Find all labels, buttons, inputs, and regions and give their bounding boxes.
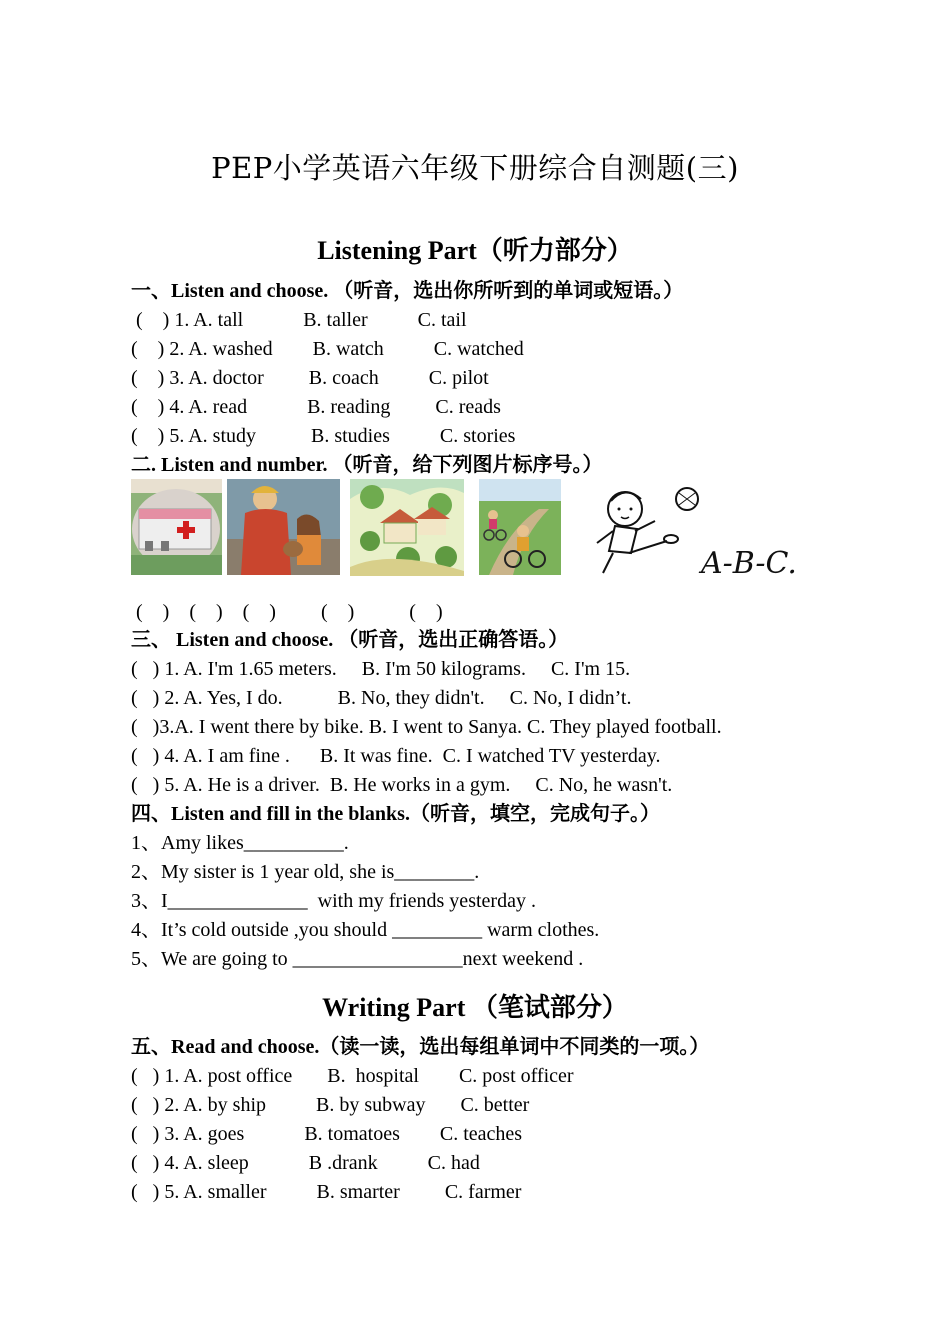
cycling-picture xyxy=(479,479,561,575)
section-2-header: 二. Listen and number. （听音，给下列图片标序号。） xyxy=(131,454,603,476)
listening-part-title: Listening Part（听力部分） xyxy=(317,236,633,265)
question-item: ( ) 1. A. post office B. hospital C. post officer xyxy=(131,1065,574,1087)
question-item: ( ) 3. A. goes B. tomatoes C. teaches xyxy=(131,1123,523,1145)
section-4-header: 四、Listen and fill in the blanks.（听音，填空，完成句子。） xyxy=(131,803,660,825)
question-item: ( ) 2. A. washed B. watch C. watched xyxy=(131,338,524,360)
question-item: ( ) 3. A. doctor B. coach C. pilot xyxy=(131,367,489,389)
football-picture xyxy=(589,479,797,581)
question-item: ( )3.A. I went there by bike. B. I went to Sanya. C. They played football. xyxy=(131,716,722,738)
section-3-header: 三、 Listen and choose. （听音，选出正确答语。） xyxy=(131,629,569,651)
village-picture xyxy=(350,479,464,576)
question-item: ( ) 5. A. He is a driver. B. He works in a gym. C. No, he wasn't. xyxy=(131,774,673,796)
firefighter-picture xyxy=(227,479,340,575)
fill-blank-item: 1、Amy likes__________. xyxy=(131,832,349,854)
question-item: ( ) 4. A. I am fine . B. It was fine. C. I watched TV yesterday. xyxy=(131,745,661,767)
question-item: ( ) 1. A. I'm 1.65 meters. B. I'm 50 kilograms. C. I'm 15. xyxy=(131,658,631,680)
picture-row xyxy=(131,479,797,581)
section-5-header: 五、Read and choose.（读一读，选出每组单词中不同类的一项。） xyxy=(131,1036,710,1058)
fill-blank-item: 3、I______________ with my friends yesterday . xyxy=(131,890,536,912)
abc-lettering: A-B-C. xyxy=(701,546,797,581)
fill-blank-item: 4、It’s cold outside ,you should _________ warm clothes. xyxy=(131,919,600,941)
section-1-header: 一、Listen and choose. （听音，选出你所听到的单词或短语。） xyxy=(131,280,684,302)
fill-blank-item: 2、My sister is 1 year old, she is________. xyxy=(131,861,480,883)
picture-number-blanks: ( ) ( ) ( ) ( ) ( ) xyxy=(131,601,443,623)
hospital-picture xyxy=(131,479,222,575)
writing-part-title: Writing Part （笔试部分） xyxy=(322,993,628,1022)
fill-blank-item: 5、We are going to _________________next weekend . xyxy=(131,948,584,970)
question-item: ( ) 5. A. study B. studies C. stories xyxy=(131,425,516,447)
question-item: ( ) 4. A. read B. reading C. reads xyxy=(131,396,501,418)
question-item: ( ) 2. A. Yes, I do. B. No, they didn't. C. No, I didn’t. xyxy=(131,687,632,709)
question-item: ( ) 5. A. smaller B. smarter C. farmer xyxy=(131,1181,522,1203)
question-item: ( ) 1. A. tall B. taller C. tail xyxy=(131,309,467,331)
question-item: ( ) 4. A. sleep B .drank C. had xyxy=(131,1152,480,1174)
page-title: PEP小学英语六年级下册综合自测题(三) xyxy=(211,151,739,185)
question-item: ( ) 2. A. by ship B. by subway C. better xyxy=(131,1094,530,1116)
